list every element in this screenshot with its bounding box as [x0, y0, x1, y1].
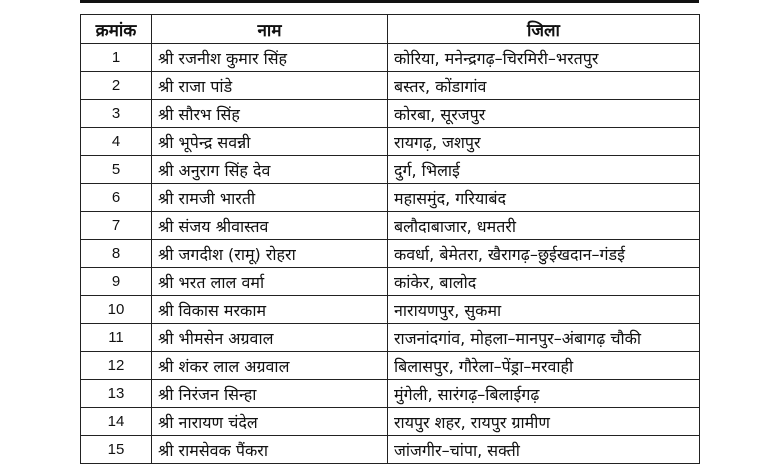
row-number: 10 — [81, 296, 152, 324]
header-serial: क्रमांक — [81, 15, 152, 44]
table-row — [81, 72, 700, 100]
row-number: 8 — [81, 240, 152, 268]
row-name: श्री संजय श्रीवास्तव — [152, 212, 388, 240]
top-border-line — [80, 0, 699, 3]
table-row — [81, 352, 700, 380]
appointments-table — [80, 14, 700, 464]
row-name: श्री विकास मरकाम — [152, 296, 388, 324]
row-name: श्री रामजी भारती — [152, 184, 388, 212]
row-district: रायगढ़, जशपुर — [388, 128, 700, 156]
row-number: 11 — [81, 324, 152, 352]
table-row — [81, 296, 700, 324]
table-row — [81, 268, 700, 296]
table-row — [81, 324, 700, 352]
row-number: 6 — [81, 184, 152, 212]
row-name: श्री भरत लाल वर्मा — [152, 268, 388, 296]
row-district: मुंगेली, सारंगढ़–बिलाईगढ़ — [388, 380, 700, 408]
row-name: श्री निरंजन सिन्हा — [152, 380, 388, 408]
header-district: जिला — [388, 15, 700, 44]
row-name: श्री शंकर लाल अग्रवाल — [152, 352, 388, 380]
row-name: श्री राजा पांडे — [152, 72, 388, 100]
row-number: 1 — [81, 44, 152, 72]
table-row — [81, 128, 700, 156]
table-row — [81, 380, 700, 408]
row-district: बिलासपुर, गौरेला–पेंड्रा–मरवाही — [388, 352, 700, 380]
row-district: दुर्ग, भिलाई — [388, 156, 700, 184]
row-number: 13 — [81, 380, 152, 408]
row-name: श्री रामसेवक पैंकरा — [152, 436, 388, 464]
row-district: नारायणपुर, सुकमा — [388, 296, 700, 324]
row-number: 7 — [81, 212, 152, 240]
row-number: 12 — [81, 352, 152, 380]
row-district: जांजगीर–चांपा, सक्ती — [388, 436, 700, 464]
table-body — [81, 44, 700, 464]
row-district: कांकेर, बालोद — [388, 268, 700, 296]
row-number: 9 — [81, 268, 152, 296]
row-number: 4 — [81, 128, 152, 156]
table-header-row — [81, 15, 700, 44]
row-district: राजनांदगांव, मोहला–मानपुर–अंबागढ़ चौकी — [388, 324, 700, 352]
table-row — [81, 408, 700, 436]
row-number: 14 — [81, 408, 152, 436]
row-name: श्री रजनीश कुमार सिंह — [152, 44, 388, 72]
row-number: 5 — [81, 156, 152, 184]
row-name: श्री भूपेन्द्र सवन्नी — [152, 128, 388, 156]
row-district: बलौदाबाजार, धमतरी — [388, 212, 700, 240]
row-name: श्री भीमसेन अग्रवाल — [152, 324, 388, 352]
row-name: श्री अनुराग सिंह देव — [152, 156, 388, 184]
row-name: श्री सौरभ सिंह — [152, 100, 388, 128]
row-district: बस्तर, कोंडागांव — [388, 72, 700, 100]
header-name: नाम — [152, 15, 388, 44]
row-name: श्री नारायण चंदेल — [152, 408, 388, 436]
table-row — [81, 156, 700, 184]
row-name: श्री जगदीश (रामू) रोहरा — [152, 240, 388, 268]
row-number: 15 — [81, 436, 152, 464]
table-row — [81, 100, 700, 128]
row-number: 2 — [81, 72, 152, 100]
table-row — [81, 240, 700, 268]
table-row — [81, 44, 700, 72]
row-district: महासमुंद, गरियाबंद — [388, 184, 700, 212]
row-number: 3 — [81, 100, 152, 128]
row-district: कवर्धा, बेमेतरा, खैरागढ़–छुईखदान–गंडई — [388, 240, 700, 268]
row-district: कोरबा, सूरजपुर — [388, 100, 700, 128]
table-row — [81, 184, 700, 212]
table-row — [81, 436, 700, 464]
table-row — [81, 212, 700, 240]
row-district: कोरिया, मनेन्द्रगढ़–चिरमिरी–भरतपुर — [388, 44, 700, 72]
row-district: रायपुर शहर, रायपुर ग्रामीण — [388, 408, 700, 436]
